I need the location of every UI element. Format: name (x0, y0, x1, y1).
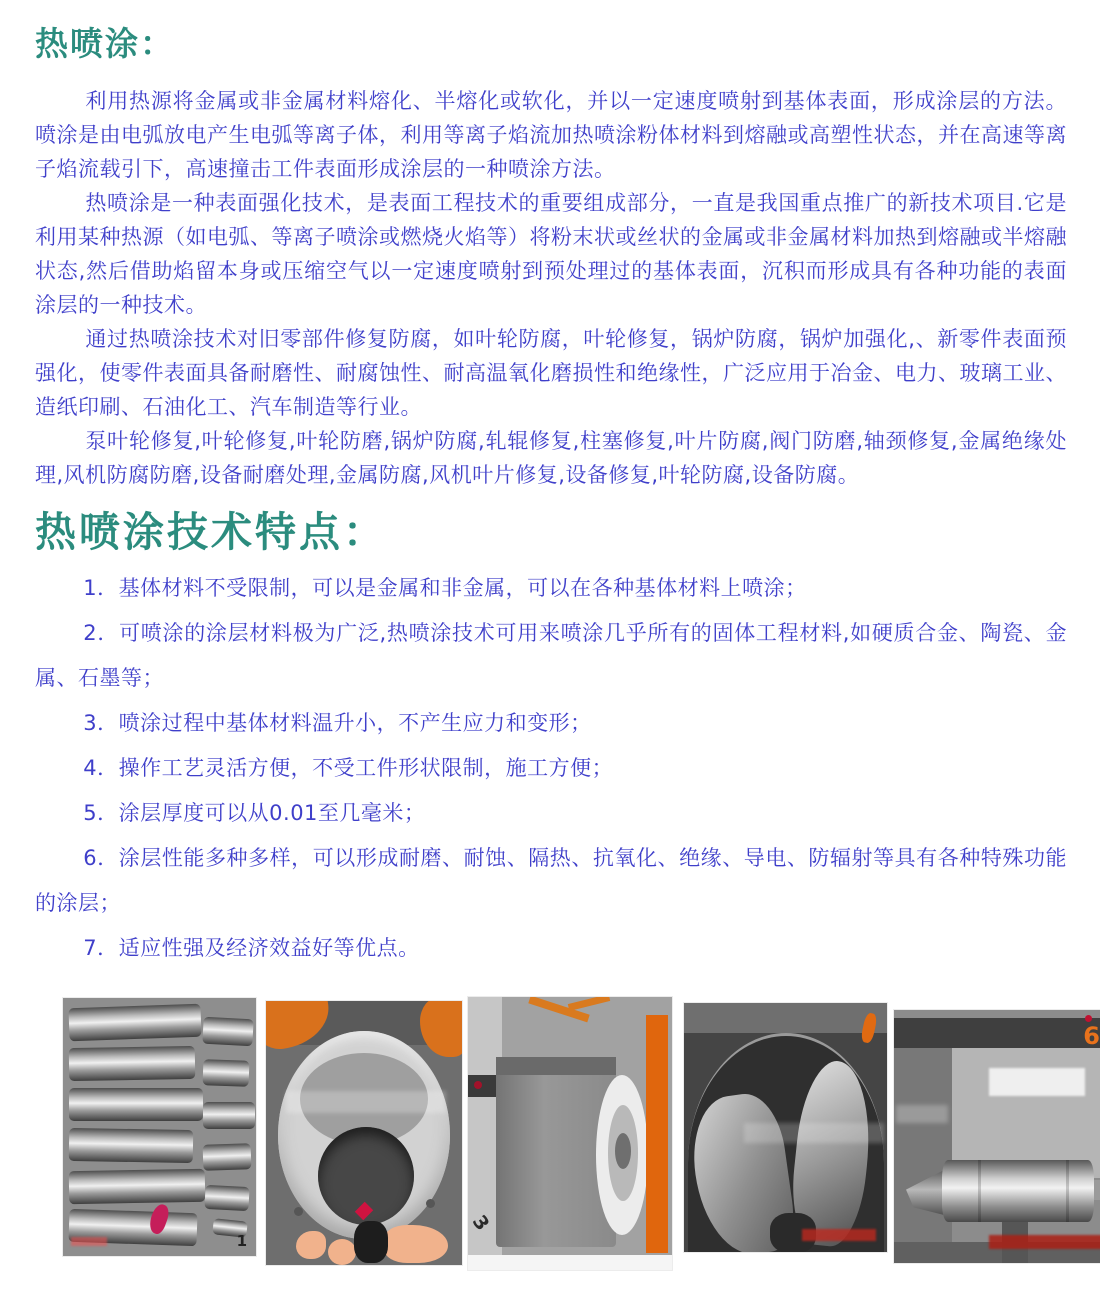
page-title: 热喷涂： (35, 24, 175, 63)
shaft-stub-shape (1094, 1180, 1100, 1200)
metal-rod-shape (203, 1102, 255, 1129)
red-watermark-smudge (802, 1229, 876, 1241)
feature-item-6: 6．涂层性能多种多样，可以形成耐磨、耐蚀、隔热、抗氧化、绝缘、导电、防辐射等具有各种特殊功能的涂层； (35, 846, 1067, 915)
grey-top-band (684, 1003, 888, 1033)
white-streak-shape (989, 1068, 1085, 1096)
watermark-band (744, 1123, 884, 1143)
drum-top-shade (496, 1057, 616, 1075)
metal-rod-shape (69, 1128, 194, 1163)
features-title: 热喷涂技术特点： (35, 508, 387, 556)
feature-item-5: 5．涂层厚度可以从0.01至几毫米； (83, 801, 426, 825)
red-dot-mark (1085, 1015, 1092, 1022)
bolt-hole-shape (426, 1199, 435, 1208)
metal-rod-shape (203, 1143, 252, 1171)
dark-beam-shape (894, 1018, 1100, 1048)
intro-paragraphs (35, 84, 1067, 492)
feature-item-1: 1．基体材料不受限制，可以是金属和非金属，可以在各种基体材料上喷涂； (83, 576, 807, 600)
dark-clamp-shape (354, 1221, 388, 1263)
salmon-stain-shape (328, 1239, 356, 1265)
shaft-body-shape (942, 1160, 1094, 1222)
dark-fixture-shape (468, 1075, 496, 1097)
intro-paragraph-1: 利用热源将金属或非金属材料熔化、半熔化或软化，并以一定速度喷射到基体表面，形成涂层的方法。喷涂是由电弧放电产生电弧等离子体，利用等离子焰流加热喷涂粉体材料到熔融或高塑性状态，并在高速等离子焰流载引下，高速撞击工件表面形成涂层的一种喷涂方法。 (35, 89, 1067, 181)
watermark-band (286, 1091, 446, 1113)
metal-rod-shape (69, 1046, 196, 1081)
metal-rod-shape (69, 1088, 203, 1121)
orange-stain-shape (420, 1000, 463, 1057)
red-dot-mark (474, 1081, 482, 1089)
sprayed-shaft-journal-photo (893, 1009, 1100, 1264)
features-list (35, 566, 1067, 971)
shaft-groove-line (1066, 1160, 1069, 1222)
intro-paragraph-4: 泵叶轮修复,叶轮修复,叶轮防磨,锅炉防腐,轧辊修复,柱塞修复,叶片防腐,阀门防磨,轴颈修复,金属绝缘处理,风机防腐防磨,设备耐磨处理,金属防腐,风机叶片修复,设备修复,叶轮防腐,设备防腐。 (35, 429, 1067, 487)
salmon-stain-shape (296, 1231, 326, 1259)
hub-shape (615, 1133, 631, 1169)
repaired-metal-shafts-photo (62, 997, 257, 1257)
shaft-groove-line (978, 1160, 981, 1222)
bottom-light-band (468, 1255, 673, 1271)
ceramic-ring-liner-photo (265, 1000, 463, 1266)
photo-number-label: 6 (1083, 1022, 1100, 1050)
metal-rod-shape (69, 1169, 206, 1204)
metal-rod-shape (203, 1059, 250, 1087)
coated-drum-roller-photo (467, 996, 673, 1271)
metal-rod-shape (68, 1004, 201, 1042)
salmon-stain-shape (384, 1225, 448, 1263)
metal-rod-shape (204, 1185, 249, 1211)
metal-rod-shape (202, 1017, 253, 1047)
watermark-band (896, 1105, 948, 1123)
intro-paragraph-2: 热喷涂是一种表面强化技术，是表面工程技术的重要组成部分，一直是我国重点推广的新技术项目.它是利用某种热源（如电弧、等离子喷涂或燃烧火焰等）将粉末状或丝状的金属或非金属材料加热到熔融或半熔融状态,然后借助焰留本身或压缩空气以一定速度喷射到预处理过的基体表面，沉积而形成具有各种功能的表面涂层的一种技术。 (35, 191, 1067, 317)
feature-item-2: 2．可喷涂的涂层材料极为广泛,热喷涂技术可用来喷涂几乎所有的固体工程材料,如硬质合金、陶瓷、金属、石墨等； (35, 621, 1067, 690)
intro-paragraph-3: 通过热喷涂技术对旧零部件修复防腐，如叶轮防腐，叶轮修复，锅炉防腐，锅炉加强化,、新零件表面预强化，使零件表面具备耐磨性、耐腐蚀性、耐高温氧化磨损性和绝缘性，广泛应用于冶金、电力、玻璃工业、造纸印刷、石油化工、汽车制造等行业。 (35, 327, 1067, 419)
orange-streak-shape (568, 996, 610, 1011)
photo-number-label: 3 (467, 1211, 494, 1235)
grey-wall-shape (894, 1048, 952, 1264)
feature-item-4: 4．操作工艺灵活方便，不受工件形状限制，施工方便； (83, 756, 614, 780)
red-watermark-smudge (71, 1237, 107, 1246)
bolt-hole-shape (294, 1207, 303, 1216)
feature-item-7: 7．适应性强及经济效益好等优点。 (83, 936, 420, 960)
pump-impeller-blades-photo (683, 1002, 888, 1253)
red-watermark-smudge (989, 1235, 1100, 1249)
photo-strip (35, 997, 1100, 1271)
orange-stripe-shape (646, 1015, 668, 1253)
photo-number-label: 1 (236, 1232, 247, 1250)
feature-item-3: 3．喷涂过程中基体材料温升小，不产生应力和变形； (83, 711, 592, 735)
